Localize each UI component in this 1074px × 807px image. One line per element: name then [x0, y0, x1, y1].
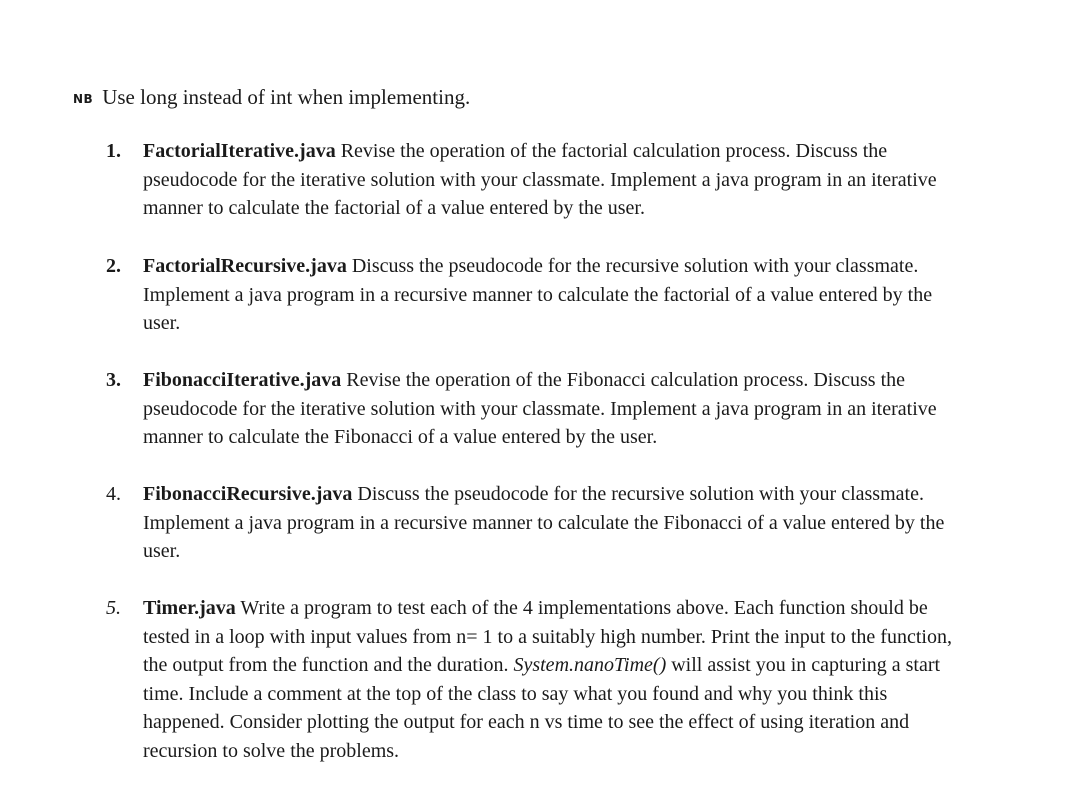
task-text: [143, 252, 965, 338]
note-text: Use long instead of int when implementing.: [102, 85, 471, 109]
task-number: 2.: [106, 255, 121, 277]
task-text: [143, 137, 965, 223]
task-filename: FibonacciRecursive.java: [143, 483, 353, 505]
task-number: 4.: [106, 483, 121, 505]
task-filename: Timer.java: [143, 597, 236, 619]
task-number: 3.: [106, 369, 121, 391]
implementation-note: [73, 84, 470, 112]
task-description: Discuss the pseudocode for the recursive solution with your classmate. Implement a java program in a recursive manner to calculate the Fibonacci of a value entered by the user.: [143, 483, 945, 563]
task-number: 5.: [106, 597, 121, 619]
task-text: [143, 480, 965, 566]
note-tag: NB: [73, 92, 94, 106]
task-number: 1.: [106, 140, 121, 162]
task-description-continued: will assist you in capturing a start time. Include a comment at the top of the class to say what you found and why you think this happened. Consider plotting the output for each n vs time to see the effect of using iteration and recursion to solve the problems.: [143, 654, 941, 762]
task-filename: FactorialIterative.java: [143, 140, 336, 162]
task-description: Write a program to test each of the 4 implementations above. Each function should be tested in a loop with input values from n= 1 to a suitably high number. Print the input to the function, the output from the function and the duration.: [143, 597, 952, 677]
task-description: Revise the operation of the Fibonacci calculation process. Discuss the pseudocode for the iterative solution with your classmate. Implement a java program in an iterative manner to calculate the Fibonacci of a value entered by the user.: [143, 369, 937, 449]
task-description: Revise the operation of the factorial calculation process. Discuss the pseudocode for the iterative solution with your classmate. Implement a java program in an iterative manner to calculate the factorial of a value entered by the user.: [143, 140, 937, 220]
task-filename: FibonacciIterative.java: [143, 369, 342, 391]
task-text: [143, 366, 965, 452]
task-description: Discuss the pseudocode for the recursive solution with your classmate. Implement a java program in a recursive manner to calculate the factorial of a value entered by the user.: [143, 255, 933, 335]
task-text: [143, 594, 965, 766]
task-filename: FactorialRecursive.java: [143, 255, 347, 277]
code-reference: System.nanoTime(): [513, 654, 667, 677]
